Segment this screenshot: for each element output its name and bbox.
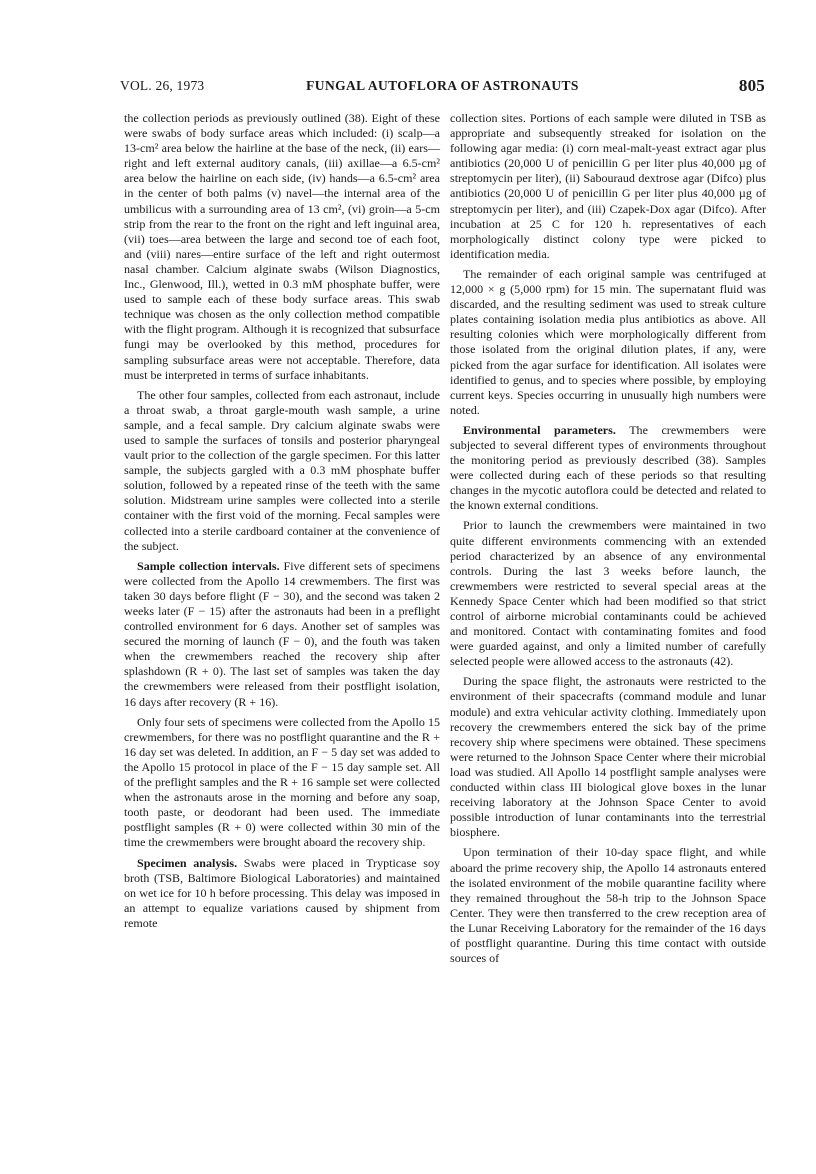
paragraph: Environmental parameters. The crewmembers were subjected to several different types of environments throughout the monitoring period as previously described (38). Samples were collected during each of these periods so that resulting changes in the mycotic autoflora could be detected and related to the known external conditions. [450, 422, 766, 513]
paragraph: Only four sets of specimens were collected from the Apollo 15 crewmembers, for there was no postflight quarantine and the R + 16 day set was deleted. In addition, an F − 5 day set was added to the Apollo 15 protocol in place of the F − 15 day sample set. All of the preflight samples and the R + 16 sample set were collected when the astronauts arose in the morning and before any soap, tooth paste, or deodorant had been used. The immediate postflight samples (R + 0) were collected within 30 min of the time the crewmembers were brought aboard the recovery ship. [124, 714, 440, 850]
right-column [450, 111, 766, 971]
running-title: FUNGAL AUTOFLORA OF ASTRONAUTS [306, 78, 579, 93]
paragraph: During the space flight, the astronauts were restricted to the environment of their spacecrafts (command module and lunar module) and extra vehicular activity clothing. Immediately upon recovery the crewmembers entered the sick bay of the prime recovery ship where specimens were obtained. These specimens were returned to the Johnson Space Center where their microbial load was studied. All Apollo 14 postflight sample analyses were conducted within class III biological glove boxes in the lunar receiving laboratory at the Johnson Space Center to avoid possible introduction of lunar contaminants into the terrestrial biosphere. [450, 674, 766, 840]
left-column [124, 111, 440, 936]
paragraph: Sample collection intervals. Five different sets of specimens were collected from the Apollo 14 crewmembers. The first was taken 30 days before flight (F − 30), and the second was taken 2 weeks later (F − 15) after the astronauts had been in a preflight controlled environment for 6 days. Another set of samples was secured the morning of launch (F − 0), and the fouth was taken when the crewmembers reached the recovery ship after splashdown (R + 0). The last set of samples was taken the day the crewmembers were released from their postflight isolation, 16 days after recovery (R + 16). [124, 558, 440, 709]
paragraph: The other four samples, collected from each astronaut, include a throat swab, a throat gargle-mouth wash sample, a urine sample, and a fecal sample. Dry calcium alginate swabs were used to sample the surfaces of tonsils and posterior pharyngeal vault prior to the collection of the gargle specimen. For this latter sample, the subjects gargled with a 0.3 mM phosphate buffer solution, followed by a repeated rinse of the teeth with the same solution. Midstream urine samples were collected into a sterile container with the first void of the morning. Fecal samples were collected into a sterile cardboard container at the convenience of the subject. [124, 387, 440, 553]
paragraph: Specimen analysis. Swabs were placed in Trypticase soy broth (TSB, Baltimore Biological Laboratories) and maintained on wet ice for 10 h before processing. This delay was imposed in an attempt to equalize variations caused by shipment from remote [124, 855, 440, 930]
journal-volume: VOL. 26, 1973 [120, 78, 205, 93]
section-heading: Environmental parameters. [463, 422, 616, 437]
paragraph: Upon termination of their 10-day space flight, and while aboard the prime recovery ship, the Apollo 14 astronauts entered the isolated environment of the mobile quarantine facility where they remained throughout the 58-h trip to the Johnson Space Center. They were then transferred to the crew reception area of the Lunar Receiving Laboratory for the remainder of the 16 days of postflight quarantine. During this time contact with outside sources of [450, 845, 766, 966]
section-heading: Specimen analysis. [137, 855, 238, 870]
page-number: 805 [738, 76, 765, 95]
paragraph: Prior to launch the crewmembers were maintained in two quite different environments commencing with an extended period characterized by an absence of any environmental controls. During the last 3 weeks before launch, the crewmembers were restricted to several special areas at the Kennedy Space Center which had been modified so that strict control of airborne microbial contaminants could be achieved and monitored. Contact with contaminating fomites and food were guarded against, and only a limited number of carefully selected people were allowed access to the astronauts (42). [450, 518, 766, 669]
paragraph: The remainder of each original sample was centrifuged at 12,000 × g (5,000 rpm) for 15 min. The supernatant fluid was discarded, and the resulting sediment was used to streak culture plates containing isolation media plus antibiotics as above. All resulting colonies which were morphologically different from those isolated from the original dilution plates, if any, were picked from the agar surface for identification. All isolates were identified to genus, and to species where possible, by employing current keys. Species occurring in unusually high numbers were noted. [450, 266, 766, 417]
running-header [120, 78, 765, 102]
paragraph: collection sites. Portions of each sample were diluted in TSB as appropriate and subsequently streaked for isolation on the following agar media: (i) corn meal-malt-yeast extract agar plus antibiotics (20,000 U of penicillin G per liter plus 40,000 µg of streptomycin per liter), (ii) Sabouraud dextrose agar (Difco) plus antibiotics (20,000 U of penicillin G per liter plus 40,000 µg of streptomycin per liter), and (iii) Czapek-Dox agar (Difco). After incubation at 25 C for 120 h. representatives of each morphologically distinct colony type were picked to identification media. [450, 111, 766, 261]
paragraph: the collection periods as previously outlined (38). Eight of these were swabs of body surface areas which included: (i) scalp—a 13-cm² area below the hairline at the base of the neck, (ii) ears—right and left external auditory canals, (iii) axillae—a 6.5-cm² area below the hairline on each side, (iv) hands—a 6.5-cm² area in the center of both palms (v) navel—the internal area of the umbilicus with a surrounding area of 13 cm², (vi) groin—a 5-cm strip from the rear to the front on the right and left inguinal area, (vii) toes—area between the large and second toe of each foot, and (viii) nares—entire surface of the left and right outermost nasal chamber. Calcium alginate swabs (Wilson Diagnostics, Inc., Glenwood, Ill.), wetted in 0.3 mM phosphate buffer, were used to sample each of these body surface areas. This swab technique was chosen as the only collection method compatible with the flight program. Although it is recognized that subsurface fungi may be overlooked by this method, procedures for sampling subsurface areas were not acceptable. Therefore, data must be interpreted in terms of surface inhabitants. [124, 111, 440, 382]
section-heading: Sample collection intervals. [137, 558, 280, 573]
